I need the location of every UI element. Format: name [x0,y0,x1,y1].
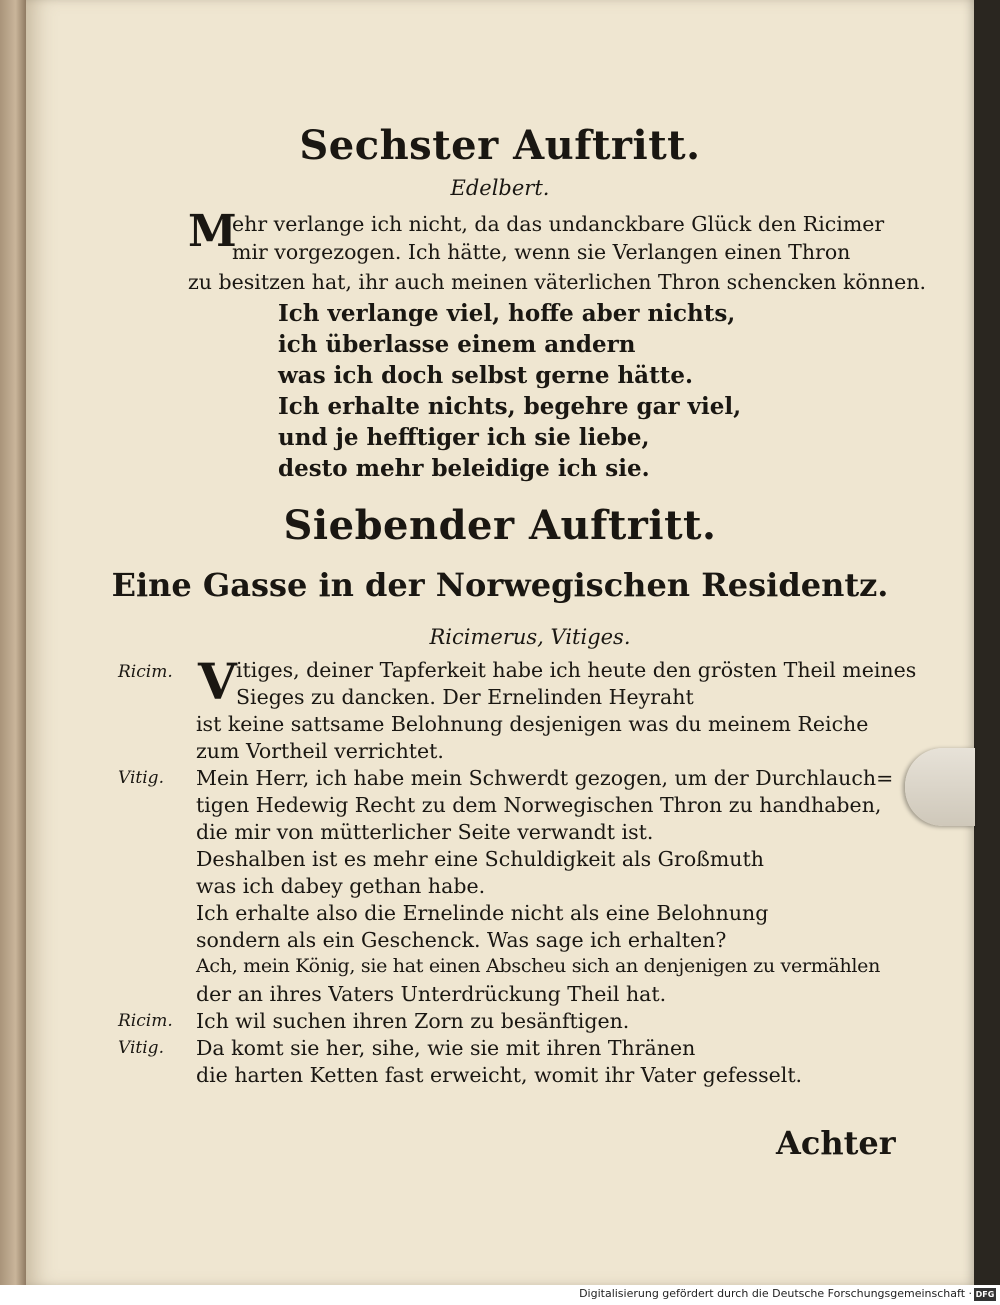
dialogue-line: die harten Ketten fast erweicht, womit ihr Vater gefesselt. [196,1063,803,1087]
scene6-drop-cap: M [188,206,237,257]
scene6-speaker: Edelbert. [450,176,550,200]
scene6-verse-line-3: was ich doch selbst gerne hätte. [278,362,693,389]
dialogue-line: Deshalben ist es mehr eine Schuldigkeit als Großmuth [196,847,764,871]
dialogue-line: tigen Hedewig Recht zu dem Norwegischen Thron zu handhaben, [196,793,882,817]
scene6-verse-line-5: und je hefftiger ich sie liebe, [278,424,650,451]
dialogue-line: Mein Herr, ich habe mein Schwerdt gezogen, um der Durchlauch= [196,766,894,790]
dialogue-line: Ich wil suchen ihren Zorn zu besänftigen. [196,1009,630,1033]
catchword: Achter [776,1124,896,1162]
scene6-verse-line-2: ich überlasse einem andern [278,331,636,358]
scene7-characters: Ricimerus, Vitiges. [429,625,631,649]
scene6-heading: Sechster Auftritt. [299,122,701,169]
scene6-verse-line-6: desto mehr beleidige ich sie. [278,455,650,482]
dialogue-line: ist keine sattsame Belohnung desjenigen was du meinem Reiche [196,712,869,736]
speaker-label: Ricim. [118,1011,173,1031]
speaker-label: Ricim. [118,662,173,682]
dialogue-line: Ich erhalte also die Ernelinde nicht als eine Belohnung [196,901,769,925]
speaker-label: Vitig. [118,1038,164,1058]
dialogue-line: itiges, deiner Tapferkeit habe ich heute den grösten Theil meines [236,658,917,682]
dialogue-line: Da komt sie her, sihe, wie sie mit ihren Thränen [196,1036,696,1060]
footer-credit: Digitalisierung gefördert durch die Deutsche Forschungsgemeinschaft · [579,1287,972,1300]
dfg-logo: DFG [975,1290,995,1299]
footer-bar [0,1285,1000,1305]
scene7-heading: Siebender Auftritt. [283,502,717,549]
page-tab-marker [905,748,975,826]
scene6-verse-line-1: Ich verlange viel, hoffe aber nichts, [278,300,736,327]
scene6-prose-line-2: mir vorgezogen. Ich hätte, wenn sie Verlangen einen Thron [232,240,851,264]
dialogue-line: die mir von mütterlicher Seite verwandt ist. [196,820,654,844]
scene6-prose-line-1: ehr verlange ich nicht, da das undanckbare Glück den Ricimer [232,212,885,236]
scene6-prose-line-3: zu besitzen hat, ihr auch meinen väterlichen Thron schencken können. [188,270,926,294]
scene6-verse-line-4: Ich erhalte nichts, begehre gar viel, [278,393,742,420]
dialogue-line: sondern als ein Geschenck. Was sage ich erhalten? [196,928,727,952]
scene7-drop-cap: V [198,652,237,711]
dialogue-line: was ich dabey gethan habe. [196,874,486,898]
speaker-label: Vitig. [118,768,164,788]
dialogue-line: Ach, mein König, sie hat einen Abscheu sich an denjenigen zu vermählen [196,955,881,977]
scene7-setting: Eine Gasse in der Norwegischen Residentz. [111,566,889,604]
dialogue-line: der an ihres Vaters Unterdrückung Theil hat. [196,982,667,1006]
dialogue-line: zum Vortheil verrichtet. [196,739,444,763]
dialogue-line: Sieges zu dancken. Der Ernelinden Heyraht [236,685,694,709]
